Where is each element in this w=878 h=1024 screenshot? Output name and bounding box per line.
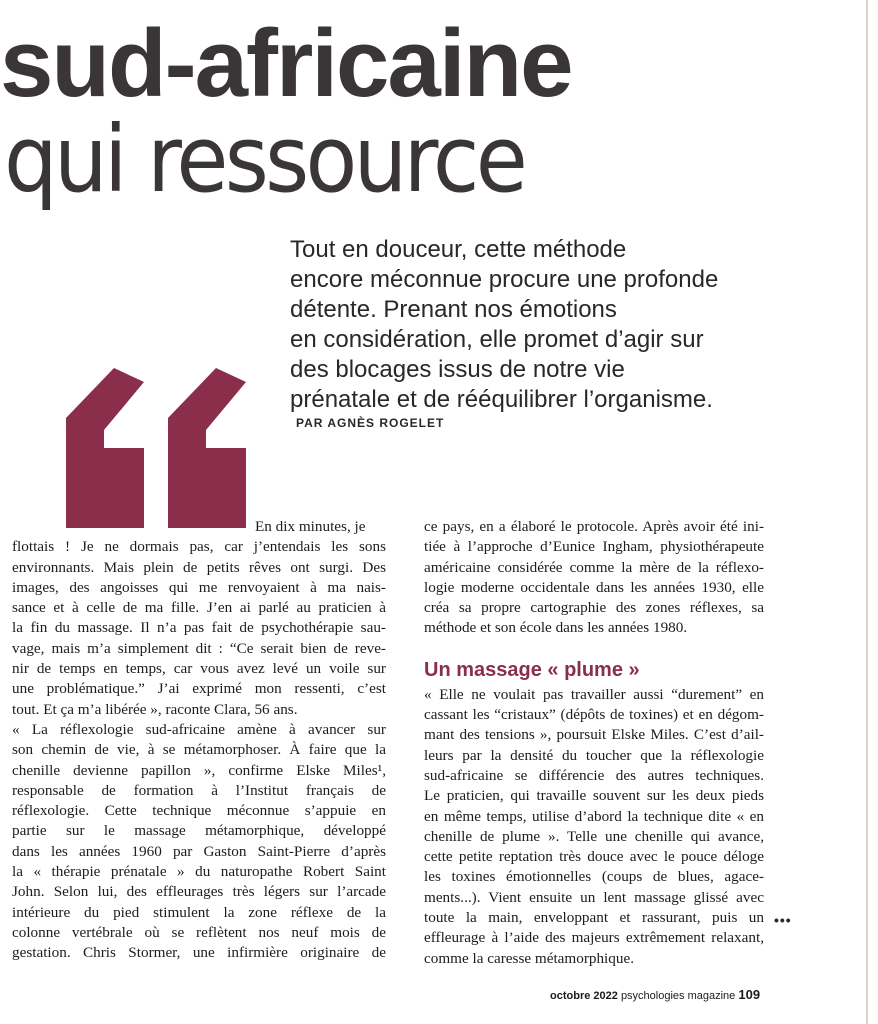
intro-standfirst <box>290 235 760 415</box>
body-line: environnants. Mais plein de petits rêves ont surgi. Des <box>12 558 386 576</box>
byline: PAR AGNÈS ROGELET <box>296 416 445 430</box>
page-number: 109 <box>738 987 761 1002</box>
body-line: mant des tensions », poursuit Elske Miles. C’est d’ail- <box>424 726 764 744</box>
article-column-1 <box>12 517 386 964</box>
body-line: effleurage à l’aide des majeurs extrêmement relaxant, <box>424 929 764 947</box>
headline-line-2: qui ressource <box>4 106 525 213</box>
body-line: la « thérapie prénatale » du naturopathe Robert Saint <box>12 863 386 881</box>
headline-line-1: sud-africaine <box>0 10 572 117</box>
intro-line: prénatale et de rééquilibrer l’organisme. <box>290 386 713 413</box>
body-line: réflexologie. Cette technique méconnue s’appuie en <box>12 802 386 820</box>
body-line: chenille devienne papillon », confirme Elske Miles¹, <box>12 761 386 779</box>
body-line: créa sa propre cartographie des zones réflexes, sa <box>424 599 764 617</box>
body-line: images, des angoisses qui me renvoyaient à ma nais- <box>12 578 386 596</box>
intro-line: Tout en douceur, cette méthode <box>290 236 627 263</box>
body-line: comme la caresse métamorphique. <box>424 949 635 967</box>
body-line: responsable de formation à l’Institut français de <box>12 781 386 799</box>
body-line: cette petite reptation très douce avec le pouce déloge <box>424 848 764 866</box>
body-line: tiée à l’approche d’Eunice Ingham, physiothérapeute <box>424 538 764 556</box>
body-line: vage, mais m’a simplement dit : “Ce serait bien de reve- <box>12 639 386 657</box>
drop-line: En dix minutes, je <box>255 518 366 535</box>
body-line: colonne vertébrale où se reflètent nos neuf mois de <box>12 923 386 941</box>
body-line: méthode et son école dans les années 1980. <box>424 619 688 637</box>
body-line: logie moderne occidentale dans les années 1930, elle <box>424 578 764 596</box>
body-line: nir de temps en temps, car vous avez levé un voile sur <box>12 660 386 678</box>
body-line: dans les années 1960 par Gaston Saint-Pierre d’après <box>12 842 386 860</box>
body-line: intérieure du pied stimulent la zone réflexe de la <box>12 903 386 921</box>
body-line: son chemin de vie, à se métamorphoser. À faire que la <box>12 741 386 759</box>
opening-quote-mark-icon <box>66 360 262 530</box>
continuation-marker: ••• <box>774 912 792 928</box>
body-line: ce pays, en a élaboré le protocole. Après avoir été ini- <box>424 518 764 535</box>
page-footer <box>550 987 760 1002</box>
body-line: en même temps, utilise d’abord la technique dite « en <box>424 807 764 825</box>
body-line: américaine considérée comme la mère de la réflexo- <box>424 558 764 576</box>
body-line: la fin du massage. Il n’a pas fait de psychothérapie sau- <box>12 619 386 637</box>
body-line: John. Selon lui, des effleurages très légers sur l’arcade <box>12 883 386 901</box>
body-line: toute la main, enveloppant et rassurant, puis un <box>424 909 764 927</box>
body-line: gestation. Chris Stormer, une infirmière originaire de <box>12 944 386 962</box>
body-line: flottais ! Je ne dormais pas, car j’entendais les sons <box>12 538 386 556</box>
body-line: cassant les “cristaux” (dépôts de toxines) et en dégom- <box>424 706 764 724</box>
body-line: partie sur le massage métamorphique, développé <box>12 822 386 840</box>
body-line: « La réflexologie sud-africaine amène à avancer sur <box>12 720 386 738</box>
page-edge-rule <box>866 0 868 1024</box>
body-line: Le praticien, qui travaille souvent sur les deux pieds <box>424 787 764 805</box>
body-line: sud-africaine se différencie des autres techniques. <box>424 766 764 784</box>
intro-line: détente. Prenant nos émotions <box>290 296 617 323</box>
section-subheading: Un massage « plume » <box>424 658 640 681</box>
footer-issue: octobre 2022 <box>550 990 618 1002</box>
body-line: une problématique.” J’ai exprimé mon ressenti, c’est <box>12 680 386 698</box>
body-line: les toxines émotionnelles (coups de blues, agace- <box>424 868 764 886</box>
body-line: tout. Et ça m’a libérée », raconte Clara, 56 ans. <box>12 700 298 718</box>
body-line: ments...). Vient ensuite un lent massage glissé avec <box>424 888 764 906</box>
body-line: leurs par la densité du toucher que la réflexologie <box>424 746 764 764</box>
body-line: chenille de plume ». Telle une chenille qui avance, <box>424 827 764 845</box>
intro-line: encore méconnue procure une profonde <box>290 266 719 293</box>
footer-magazine: psychologies magazine <box>620 990 736 1002</box>
intro-line: en considération, elle promet d’agir sur <box>290 326 704 353</box>
body-line: sance et à celle de ma fille. J’en ai parlé au praticien à <box>12 599 386 617</box>
intro-line: des blocages issus de notre vie <box>290 356 625 383</box>
body-line: « Elle ne voulait pas travailler aussi “durement” en <box>424 685 764 703</box>
article-column-2 <box>424 517 764 969</box>
